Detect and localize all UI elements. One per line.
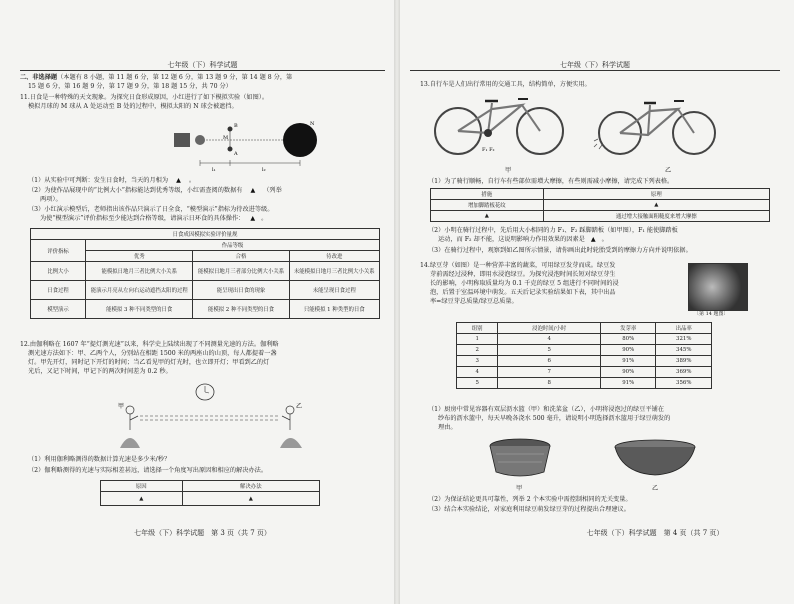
header-rule bbox=[20, 70, 385, 71]
page-4 bbox=[410, 0, 780, 604]
q13-text: 自行车是人们出行常用的交通工具，结构简单，方便实用。 bbox=[429, 81, 591, 88]
earth-model-icon bbox=[174, 133, 190, 147]
q12-line3: 灯。甲先开灯，同时记下开灯的时间；当乙看见甲的灯光时，也立即开灯；甲看到乙的灯 bbox=[28, 359, 270, 366]
table-cell: 通过增大接触面粗糙度来增大摩擦 bbox=[543, 211, 769, 222]
q13-number: 13. bbox=[420, 81, 430, 88]
answer-blank[interactable]: ▲ bbox=[250, 215, 256, 222]
punct: 。 bbox=[261, 215, 268, 222]
q13-sub1: （1）为了骑行顺畅，自行车有些部位需增大摩擦，有些则需减小摩擦，请完成下列表格。 bbox=[428, 178, 674, 185]
q11-line2: 模拟月球的 M 球从 A 处运动至 B 处的过程中，模拟太阳的 N 球会被遮挡。 bbox=[28, 103, 238, 110]
col-germination: 发芽率 bbox=[600, 323, 656, 334]
q14-number: 14. bbox=[420, 262, 430, 269]
q14-line5: 率=绿豆芽总质量/绿豆总质量。 bbox=[430, 298, 518, 305]
table-cell: 8 bbox=[498, 378, 601, 389]
q12-lamp-figure bbox=[110, 380, 310, 450]
mountain-b-icon bbox=[280, 438, 302, 448]
answer-blank[interactable]: ▲ bbox=[590, 236, 596, 243]
section-heading bbox=[20, 73, 292, 82]
q11-sub2 bbox=[28, 186, 282, 195]
label-yi: 乙 bbox=[652, 485, 659, 492]
punct: 。 bbox=[188, 177, 196, 184]
bean-sprout-photo bbox=[688, 263, 748, 311]
rubric-level-group: 作品等级 bbox=[86, 240, 380, 251]
page-3 bbox=[20, 0, 385, 604]
rubric-cell: 能模拟 2 种不同类型的日食 bbox=[193, 300, 289, 319]
table-cell: 2 bbox=[457, 345, 498, 356]
rubric-level: 优秀 bbox=[86, 251, 193, 262]
label-jia: 甲 bbox=[118, 403, 125, 410]
q13-sub2b bbox=[438, 235, 608, 244]
table-cell: 4 bbox=[498, 334, 601, 345]
q12-sub2: （2）伽利略测得的光速与实际相差甚远，请选择一个角度写出原因和相应的解决办法。 bbox=[28, 467, 268, 474]
rubric-metric: 模型演示 bbox=[31, 300, 86, 319]
rubric-level: 合格 bbox=[193, 251, 289, 262]
q11-sub1-text: （1）从实验中可判断：发生日食时，当天的月相为 bbox=[28, 177, 169, 184]
page-header: 七年级（下）科学试题 bbox=[560, 61, 630, 69]
rubric-metric-header: 评价指标 bbox=[31, 240, 86, 262]
label-l1: l₁ bbox=[212, 167, 216, 173]
table-row bbox=[457, 356, 712, 367]
table-cell: 3 bbox=[457, 356, 498, 367]
q14-text: 绿豆芽（如图）是一种营养丰富的蔬菜，可用绿豆发芽而成。绿豆发 bbox=[429, 262, 616, 269]
q11-sub1 bbox=[28, 176, 195, 185]
table-row bbox=[31, 281, 380, 300]
q13-sub2b-text: 运动，而 F₂ 却不能，这说明影响力作用效果的因素是 bbox=[438, 236, 585, 243]
q13-line1 bbox=[420, 80, 591, 89]
table-row bbox=[31, 300, 380, 319]
label-jia: 甲 bbox=[516, 485, 523, 492]
q11-text: 日食是一种特殊的天文现象。为探究日食形成原因，小红进行了如下模拟实验（如图）。 bbox=[29, 94, 269, 101]
rubric-cell: 能模拟日地月三者比例大小关系 bbox=[86, 262, 193, 281]
col-soak-time: 浸泡时间/小时 bbox=[498, 323, 601, 334]
observer-icon bbox=[195, 135, 205, 145]
table-cell: 1 bbox=[457, 334, 498, 345]
col-principle: 原理 bbox=[543, 189, 769, 200]
punct: 。 bbox=[601, 236, 608, 243]
q14-data-table bbox=[456, 322, 712, 389]
q11-rubric-table bbox=[30, 228, 380, 319]
q14-line1 bbox=[420, 261, 615, 270]
answer-blank[interactable]: ▲ bbox=[250, 187, 256, 194]
table-cell: 369% bbox=[656, 367, 712, 378]
rubric-cell: 能演示月亮从左向右运动遮挡太阳的过程 bbox=[86, 281, 193, 300]
page-footer: 七年级（下）科学试题 第 4 页（共 7 页） bbox=[586, 529, 724, 537]
q12-line2: 测光速方法如下：甲、乙两个人，分别站在相距 1500 米的两座山的山顶，每人都提着一盏 bbox=[28, 350, 277, 357]
table-cell: 5 bbox=[498, 345, 601, 356]
col-group: 组别 bbox=[457, 323, 498, 334]
label-b: B bbox=[234, 123, 238, 129]
header-rule bbox=[410, 70, 780, 71]
person-jia-icon bbox=[126, 406, 134, 414]
q14-line2: 芽前需经过浸种，即用水浸泡绿豆。为探究浸泡时间长短对绿豆芽生 bbox=[430, 271, 616, 278]
q11-sub3b-text: 为使“模型演示”评价指标至少能达到合格等级，请演示日环食的具体操作： bbox=[40, 215, 245, 222]
rubric-cell: 能呈现出日食的现象 bbox=[193, 281, 289, 300]
rubric-cell: 未能呈现日食过程 bbox=[289, 281, 379, 300]
table-cell: 90% bbox=[600, 345, 656, 356]
table-row bbox=[431, 211, 770, 222]
table-row bbox=[431, 200, 770, 211]
table-row bbox=[457, 378, 712, 389]
section-title: 二、非选择题 bbox=[20, 74, 58, 81]
m-ball-a-icon bbox=[228, 147, 233, 152]
answer-blank[interactable]: ▲ bbox=[176, 177, 181, 184]
q11-number: 11. bbox=[20, 94, 30, 101]
answer-blank[interactable]: ▲ bbox=[543, 200, 769, 211]
q11-sub2-tail: （列举 bbox=[263, 187, 282, 194]
rubric-cell: 能模拟日地月三者部分比例大小关系 bbox=[193, 262, 289, 281]
q12-sub1: （1）利用伽利略测得的数据计算光速是多少米/秒？ bbox=[28, 456, 171, 463]
q12-number: 12. bbox=[20, 341, 30, 348]
table-cell: 7 bbox=[498, 367, 601, 378]
q13-friction-table bbox=[430, 188, 770, 222]
table-cell: 321% bbox=[656, 334, 712, 345]
page-gutter bbox=[394, 0, 400, 604]
table-cell: 91% bbox=[600, 378, 656, 389]
q13-bicycle-figure-yi bbox=[590, 93, 720, 165]
label-n: N bbox=[310, 121, 315, 127]
label-forces: F₁ F₂ bbox=[482, 147, 495, 153]
section-desc: （本题有 8 小题，第 11 题 6 分，第 12 题 6 分，第 13 题 9 分，第 14 题 8 分，第 bbox=[57, 74, 293, 81]
q12-line4: 光后，又记下时间，甲记下的两次时间差为 0.2 秒。 bbox=[28, 368, 172, 375]
q14-sub3: （3）结合本实验结论，对家庭利用绿豆萌发绿豆芽的过程提出合理建议。 bbox=[428, 506, 630, 513]
label-l2: l₂ bbox=[262, 167, 266, 173]
label-yi: 乙 bbox=[665, 167, 672, 174]
mountain-a-icon bbox=[120, 438, 140, 448]
q11-sub2-text: （2）为使作品展现中的“比例大小”指标能达到优秀等级，小红需查阅的数据有 bbox=[28, 187, 243, 194]
rubric-caption: 日食成因模拟实验评价量规 bbox=[31, 229, 380, 240]
rubric-metric: 日食过程 bbox=[31, 281, 86, 300]
m-ball-b-icon bbox=[228, 127, 233, 132]
page-header: 七年级（下）科学试题 bbox=[167, 61, 238, 69]
col-solution: 解决办法 bbox=[182, 481, 319, 492]
section-desc-2: 15 题 6 分，第 16 题 9 分，第 17 题 9 分，第 18 题 15 分，共 70 分） bbox=[28, 83, 232, 90]
table-row bbox=[101, 492, 320, 506]
rubric-cell: 能模拟 3 种不同类型的日食 bbox=[86, 300, 193, 319]
q13-sub3: （3）在骑行过程中，观察到如乙图所示情景，请你画出此时轮胎受到的摩擦力方向并说明依据。 bbox=[428, 247, 692, 254]
label-m: M bbox=[223, 135, 229, 141]
q11-sub3b bbox=[40, 214, 267, 223]
rubric-level: 待改进 bbox=[289, 251, 379, 262]
table-cell: 增加脚踏板花纹 bbox=[431, 200, 544, 211]
table-cell: 6 bbox=[498, 356, 601, 367]
label-yi: 乙 bbox=[296, 403, 303, 410]
answer-blank[interactable]: ▲ bbox=[431, 211, 544, 222]
answer-blank[interactable]: ▲ bbox=[182, 492, 319, 506]
q12-answer-table bbox=[100, 480, 320, 506]
q12-line1 bbox=[20, 340, 279, 349]
q11-sub2-c: 两项）。 bbox=[40, 196, 62, 203]
col-measure: 措施 bbox=[431, 189, 544, 200]
table-cell: 345% bbox=[656, 345, 712, 356]
answer-blank[interactable]: ▲ bbox=[101, 492, 183, 506]
table-cell: 90% bbox=[600, 367, 656, 378]
col-reason: 原因 bbox=[101, 481, 183, 492]
table-cell: 5 bbox=[457, 378, 498, 389]
pedal-crank-icon bbox=[484, 129, 492, 137]
table-row bbox=[31, 262, 380, 281]
q11-sub3a: （3）小红演示模型后，老师指出该作品只演示了日全食，“模型演示”指标为待改进等级。 bbox=[28, 206, 274, 213]
table-row bbox=[457, 334, 712, 345]
rubric-metric: 比例大小 bbox=[31, 262, 86, 281]
label-a: A bbox=[234, 151, 238, 157]
q13-sub2a: （2）小明在骑行过程中，先后用大小相同的力 F₁、F₂ 踩脚踏板（如甲图），F₁ 能使脚踏板 bbox=[428, 227, 678, 234]
rubric-cell: 未能模拟日地月三者比例大小关系 bbox=[289, 262, 379, 281]
q14-sub1b: 纱布的沥水篮中，每天早晚各浇水 500 毫升，请说明小明选择沥水篮用于绿豆萌发的 bbox=[438, 415, 671, 422]
table-row bbox=[457, 345, 712, 356]
table-cell: 80% bbox=[600, 334, 656, 345]
rubric-cell: 只能模拟 1 种类型的日食 bbox=[289, 300, 379, 319]
q11-eclipse-figure bbox=[170, 115, 320, 175]
col-yield: 出品率 bbox=[656, 323, 712, 334]
label-jia: 甲 bbox=[505, 167, 512, 174]
q12-text: 由伽利略在 1607 年“提灯测光速”以来，科学史上陆续出现了不同测量光速的方法。伽利略 bbox=[29, 341, 279, 348]
table-cell: 4 bbox=[457, 367, 498, 378]
q14-line3: 长的影响，小明称取质量均为 0.1 千克的绿豆 5 组进行不同时间的浸 bbox=[430, 280, 619, 287]
q14-sub1a: （1）厨房中常见容器有双层沥水篮（甲）和洗菜盆（乙），小明将浸泡过的绿豆平铺在 bbox=[428, 406, 664, 413]
drain-basket-jia-figure bbox=[480, 432, 560, 482]
table-row bbox=[457, 367, 712, 378]
q14-fig-caption: 〔第 14 题图〕 bbox=[694, 311, 729, 317]
q13-bicycle-figure-jia bbox=[430, 93, 570, 165]
wash-basin-yi-figure bbox=[610, 437, 700, 479]
q14-sub2: （2）为保证结论更具可靠性，列举 2 个本实验中需控制相同的无关变量。 bbox=[428, 496, 632, 503]
q14-line4: 泡，后置于室温环境中萌发。五天后记录实验结果如下表，其中出品 bbox=[430, 289, 616, 296]
n-ball-sun-icon bbox=[283, 123, 317, 157]
table-cell: 389% bbox=[656, 356, 712, 367]
table-cell: 356% bbox=[656, 378, 712, 389]
q14-sub1c: 理由。 bbox=[438, 424, 457, 431]
table-cell: 91% bbox=[600, 356, 656, 367]
q11-line1 bbox=[20, 93, 268, 102]
person-yi-icon bbox=[286, 406, 294, 414]
page-footer: 七年级（下）科学试题 第 3 页（共 7 页） bbox=[134, 529, 271, 537]
